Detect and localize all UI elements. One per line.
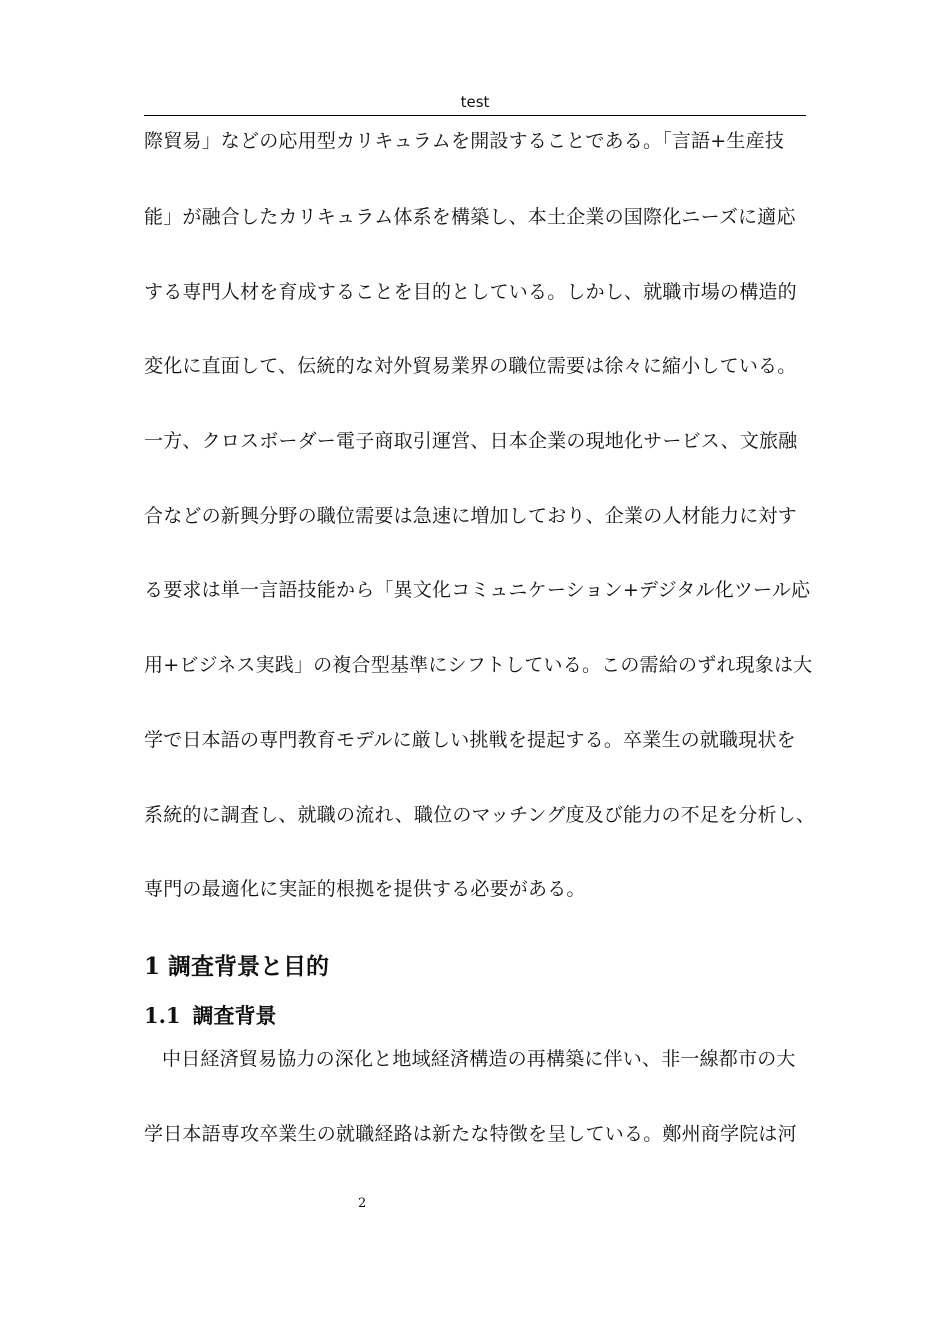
paragraph-line: 専門の最適化に実証的根拠を提供する必要がある。 bbox=[144, 878, 586, 900]
paragraph-line: する専門人材を育成することを目的としている。しかし、就職市場の構造的 bbox=[144, 281, 797, 303]
paragraph-line: 中日経済貿易協力の深化と地域経済構造の再構築に伴い、非一線都市の大 bbox=[162, 1048, 796, 1070]
paragraph-line: 能」が融合したカリキュラム体系を構築し、本土企業の国際化ニーズに適応 bbox=[144, 206, 796, 228]
paragraph-line: 系統的に調査し、就職の流れ、職位のマッチング度及び能力の不足を分析し、 bbox=[144, 804, 816, 826]
header-divider bbox=[144, 115, 806, 116]
paragraph-line: る要求は単一言語技能から「異文化コミュニケーション+デジタル化ツール応 bbox=[144, 579, 811, 601]
page-number: 2 bbox=[358, 1196, 367, 1211]
paragraph-line: 変化に直面して、伝統的な対外貿易業界の職位需要は徐々に縮小している。 bbox=[144, 355, 797, 377]
paragraph-line: 学日本語専攻卒業生の就職経路は新たな特徴を呈している。鄭州商学院は河 bbox=[144, 1123, 797, 1145]
paragraph-line: 用+ビジネス実践」の複合型基準にシフトしている。この需給のずれ現象は大 bbox=[144, 654, 813, 676]
subsection-title: 調査背景 bbox=[192, 1003, 277, 1028]
paragraph-line: 合などの新興分野の職位需要は急速に増加しており、企業の人材能力に対す bbox=[144, 505, 797, 527]
paragraph-line: 際貿易」などの応用型カリキュラムを開設することである。「言語+生産技 bbox=[144, 130, 785, 152]
section-heading: 1 調査背景と目的 bbox=[144, 953, 330, 980]
paragraph-line: 学で日本語の専門教育モデルに厳しい挑戦を提起する。卒業生の就職現状を bbox=[144, 729, 796, 751]
paragraph-line: 一方、クロスボーダー電子商取引運営、日本企業の現地化サービス、文旅融 bbox=[144, 430, 798, 452]
header-title: test bbox=[460, 93, 490, 111]
subsection-number: 1.1 bbox=[144, 1003, 181, 1028]
subsection-heading bbox=[144, 1002, 277, 1030]
